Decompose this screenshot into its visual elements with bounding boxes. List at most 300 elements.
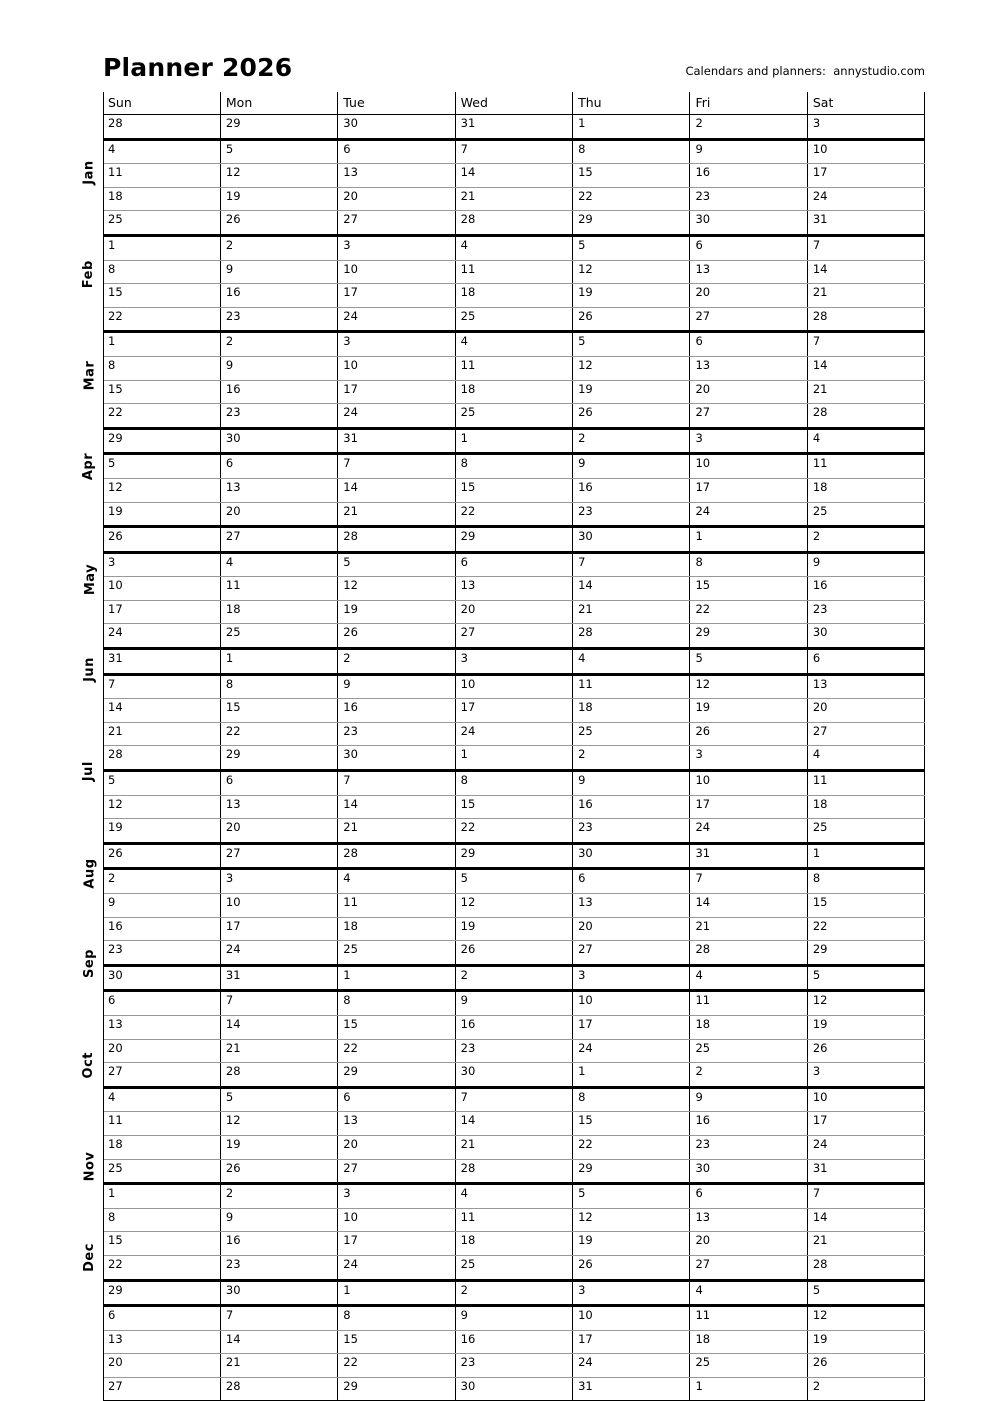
day-cell[interactable]: 14 (573, 577, 690, 601)
day-cell[interactable]: 13 (338, 1112, 455, 1136)
day-cell[interactable]: 27 (103, 1377, 220, 1401)
day-cell[interactable]: 9 (573, 771, 690, 796)
day-cell[interactable]: 14 (338, 478, 455, 502)
day-cell[interactable]: 1 (103, 332, 220, 357)
day-cell[interactable]: 17 (220, 917, 337, 941)
day-cell[interactable]: 3 (807, 1063, 924, 1088)
day-cell[interactable]: 14 (103, 699, 220, 723)
day-cell[interactable]: 11 (573, 674, 690, 699)
day-cell[interactable]: 28 (220, 1063, 337, 1088)
day-cell[interactable]: 7 (807, 1184, 924, 1209)
day-cell[interactable]: 13 (220, 478, 337, 502)
day-cell[interactable]: 26 (220, 1159, 337, 1184)
day-cell[interactable]: 17 (338, 1232, 455, 1256)
day-cell[interactable]: 30 (573, 527, 690, 553)
day-cell[interactable]: 18 (807, 795, 924, 819)
day-cell[interactable]: 19 (573, 1232, 690, 1256)
day-cell[interactable]: 13 (690, 1208, 807, 1232)
day-cell[interactable]: 10 (807, 139, 924, 164)
day-cell[interactable]: 15 (103, 380, 220, 404)
day-cell[interactable]: 30 (220, 428, 337, 454)
day-cell[interactable]: 3 (220, 869, 337, 894)
day-cell[interactable]: 6 (220, 771, 337, 796)
day-cell[interactable]: 17 (338, 284, 455, 308)
day-cell[interactable]: 19 (690, 699, 807, 723)
day-cell[interactable]: 21 (338, 819, 455, 844)
day-cell[interactable]: 27 (338, 1159, 455, 1184)
day-cell[interactable]: 2 (338, 649, 455, 675)
day-cell[interactable]: 15 (220, 699, 337, 723)
day-cell[interactable]: 29 (690, 624, 807, 649)
day-cell[interactable]: 29 (573, 1159, 690, 1184)
day-cell[interactable]: 14 (807, 260, 924, 284)
day-cell[interactable]: 10 (338, 260, 455, 284)
day-cell[interactable]: 4 (103, 139, 220, 164)
day-cell[interactable]: 20 (690, 284, 807, 308)
day-cell[interactable]: 20 (103, 1354, 220, 1378)
day-cell[interactable]: 13 (455, 577, 572, 601)
day-cell[interactable]: 30 (103, 965, 220, 991)
day-cell[interactable]: 3 (338, 235, 455, 260)
day-cell[interactable]: 16 (220, 380, 337, 404)
day-cell[interactable]: 4 (690, 965, 807, 991)
day-cell[interactable]: 23 (338, 722, 455, 746)
day-cell[interactable]: 19 (455, 917, 572, 941)
day-cell[interactable]: 23 (220, 1255, 337, 1280)
day-cell[interactable]: 28 (807, 307, 924, 332)
day-cell[interactable]: 28 (807, 404, 924, 429)
day-cell[interactable]: 30 (220, 1280, 337, 1306)
day-cell[interactable]: 21 (690, 917, 807, 941)
day-cell[interactable]: 29 (220, 746, 337, 771)
day-cell[interactable]: 9 (690, 139, 807, 164)
day-cell[interactable]: 9 (103, 894, 220, 918)
day-cell[interactable]: 24 (807, 187, 924, 211)
day-cell[interactable]: 21 (807, 380, 924, 404)
day-cell[interactable]: 14 (220, 1330, 337, 1354)
day-cell[interactable]: 7 (455, 139, 572, 164)
day-cell[interactable]: 8 (690, 552, 807, 577)
day-cell[interactable]: 27 (690, 307, 807, 332)
day-cell[interactable]: 15 (455, 478, 572, 502)
day-cell[interactable]: 19 (807, 1015, 924, 1039)
day-cell[interactable]: 13 (690, 260, 807, 284)
day-cell[interactable]: 22 (573, 187, 690, 211)
day-cell[interactable]: 11 (103, 164, 220, 188)
day-cell[interactable]: 3 (573, 1280, 690, 1306)
day-cell[interactable]: 5 (573, 332, 690, 357)
day-cell[interactable]: 5 (103, 771, 220, 796)
day-cell[interactable]: 4 (338, 869, 455, 894)
day-cell[interactable]: 28 (338, 527, 455, 553)
day-cell[interactable]: 25 (103, 211, 220, 236)
day-cell[interactable]: 20 (338, 187, 455, 211)
day-cell[interactable]: 6 (338, 139, 455, 164)
day-cell[interactable]: 10 (690, 771, 807, 796)
day-cell[interactable]: 9 (220, 260, 337, 284)
day-cell[interactable]: 8 (338, 991, 455, 1016)
day-cell[interactable]: 9 (220, 1208, 337, 1232)
day-cell[interactable]: 15 (338, 1015, 455, 1039)
day-cell[interactable]: 7 (807, 235, 924, 260)
day-cell[interactable]: 29 (338, 1377, 455, 1401)
day-cell[interactable]: 3 (455, 649, 572, 675)
day-cell[interactable]: 26 (338, 624, 455, 649)
day-cell[interactable]: 5 (103, 454, 220, 479)
day-cell[interactable]: 12 (220, 1112, 337, 1136)
day-cell[interactable]: 16 (573, 795, 690, 819)
day-cell[interactable]: 3 (338, 1184, 455, 1209)
day-cell[interactable]: 13 (690, 356, 807, 380)
day-cell[interactable]: 9 (455, 1306, 572, 1331)
day-cell[interactable]: 25 (455, 307, 572, 332)
day-cell[interactable]: 8 (807, 869, 924, 894)
day-cell[interactable]: 1 (103, 1184, 220, 1209)
day-cell[interactable]: 22 (220, 722, 337, 746)
day-cell[interactable]: 2 (807, 1377, 924, 1401)
day-cell[interactable]: 18 (690, 1330, 807, 1354)
day-cell[interactable]: 15 (103, 1232, 220, 1256)
day-cell[interactable]: 5 (573, 235, 690, 260)
day-cell[interactable]: 12 (807, 991, 924, 1016)
day-cell[interactable]: 25 (103, 1159, 220, 1184)
day-cell[interactable]: 16 (690, 1112, 807, 1136)
day-cell[interactable]: 19 (103, 502, 220, 527)
day-cell[interactable]: 21 (807, 1232, 924, 1256)
day-cell[interactable]: 6 (690, 332, 807, 357)
day-cell[interactable]: 28 (103, 115, 220, 140)
day-cell[interactable]: 14 (220, 1015, 337, 1039)
day-cell[interactable]: 16 (690, 164, 807, 188)
day-cell[interactable]: 17 (690, 795, 807, 819)
day-cell[interactable]: 2 (220, 1184, 337, 1209)
day-cell[interactable]: 8 (220, 674, 337, 699)
day-cell[interactable]: 28 (103, 746, 220, 771)
day-cell[interactable]: 18 (455, 1232, 572, 1256)
day-cell[interactable]: 2 (690, 115, 807, 140)
day-cell[interactable]: 27 (807, 722, 924, 746)
day-cell[interactable]: 25 (690, 1354, 807, 1378)
day-cell[interactable]: 13 (220, 795, 337, 819)
day-cell[interactable]: 22 (103, 307, 220, 332)
day-cell[interactable]: 1 (338, 1280, 455, 1306)
day-cell[interactable]: 17 (807, 164, 924, 188)
day-cell[interactable]: 16 (573, 478, 690, 502)
day-cell[interactable]: 8 (573, 139, 690, 164)
day-cell[interactable]: 22 (455, 502, 572, 527)
day-cell[interactable]: 22 (103, 1255, 220, 1280)
day-cell[interactable]: 21 (220, 1039, 337, 1063)
day-cell[interactable]: 24 (690, 502, 807, 527)
day-cell[interactable]: 13 (103, 1015, 220, 1039)
day-cell[interactable]: 8 (103, 356, 220, 380)
day-cell[interactable]: 26 (573, 404, 690, 429)
day-cell[interactable]: 15 (573, 164, 690, 188)
day-cell[interactable]: 23 (220, 307, 337, 332)
day-cell[interactable]: 8 (573, 1087, 690, 1112)
day-cell[interactable]: 23 (807, 600, 924, 624)
day-cell[interactable]: 19 (573, 284, 690, 308)
day-cell[interactable]: 10 (338, 1208, 455, 1232)
day-cell[interactable]: 25 (455, 404, 572, 429)
day-cell[interactable]: 24 (338, 307, 455, 332)
day-cell[interactable]: 18 (103, 1135, 220, 1159)
day-cell[interactable]: 4 (103, 1087, 220, 1112)
day-cell[interactable]: 24 (690, 819, 807, 844)
day-cell[interactable]: 4 (455, 332, 572, 357)
day-cell[interactable]: 26 (573, 307, 690, 332)
day-cell[interactable]: 23 (103, 941, 220, 966)
day-cell[interactable]: 6 (103, 1306, 220, 1331)
day-cell[interactable]: 12 (807, 1306, 924, 1331)
day-cell[interactable]: 2 (573, 428, 690, 454)
day-cell[interactable]: 27 (455, 624, 572, 649)
day-cell[interactable]: 17 (690, 478, 807, 502)
day-cell[interactable]: 18 (338, 917, 455, 941)
day-cell[interactable]: 10 (573, 1306, 690, 1331)
day-cell[interactable]: 7 (338, 454, 455, 479)
day-cell[interactable]: 19 (220, 1135, 337, 1159)
day-cell[interactable]: 25 (455, 1255, 572, 1280)
day-cell[interactable]: 22 (103, 404, 220, 429)
day-cell[interactable]: 24 (103, 624, 220, 649)
day-cell[interactable]: 14 (807, 1208, 924, 1232)
day-cell[interactable]: 2 (220, 235, 337, 260)
day-cell[interactable]: 25 (338, 941, 455, 966)
day-cell[interactable]: 8 (103, 1208, 220, 1232)
day-cell[interactable]: 9 (690, 1087, 807, 1112)
day-cell[interactable]: 29 (103, 428, 220, 454)
day-cell[interactable]: 21 (103, 722, 220, 746)
day-cell[interactable]: 9 (573, 454, 690, 479)
day-cell[interactable]: 10 (220, 894, 337, 918)
day-cell[interactable]: 30 (455, 1063, 572, 1088)
day-cell[interactable]: 5 (455, 869, 572, 894)
day-cell[interactable]: 1 (807, 843, 924, 869)
day-cell[interactable]: 20 (103, 1039, 220, 1063)
day-cell[interactable]: 1 (455, 746, 572, 771)
day-cell[interactable]: 2 (573, 746, 690, 771)
day-cell[interactable]: 11 (807, 771, 924, 796)
day-cell[interactable]: 5 (338, 552, 455, 577)
day-cell[interactable]: 11 (455, 1208, 572, 1232)
day-cell[interactable]: 25 (690, 1039, 807, 1063)
day-cell[interactable]: 30 (690, 211, 807, 236)
day-cell[interactable]: 18 (455, 380, 572, 404)
day-cell[interactable]: 16 (807, 577, 924, 601)
day-cell[interactable]: 8 (103, 260, 220, 284)
day-cell[interactable]: 31 (807, 1159, 924, 1184)
day-cell[interactable]: 14 (807, 356, 924, 380)
day-cell[interactable]: 1 (690, 1377, 807, 1401)
day-cell[interactable]: 28 (573, 624, 690, 649)
day-cell[interactable]: 22 (338, 1039, 455, 1063)
day-cell[interactable]: 4 (573, 649, 690, 675)
day-cell[interactable]: 17 (103, 600, 220, 624)
day-cell[interactable]: 7 (338, 771, 455, 796)
day-cell[interactable]: 11 (807, 454, 924, 479)
day-cell[interactable]: 15 (690, 577, 807, 601)
day-cell[interactable]: 23 (573, 502, 690, 527)
day-cell[interactable]: 15 (455, 795, 572, 819)
day-cell[interactable]: 23 (690, 187, 807, 211)
day-cell[interactable]: 10 (103, 577, 220, 601)
day-cell[interactable]: 27 (220, 843, 337, 869)
day-cell[interactable]: 6 (690, 235, 807, 260)
day-cell[interactable]: 15 (338, 1330, 455, 1354)
day-cell[interactable]: 31 (103, 649, 220, 675)
day-cell[interactable]: 18 (103, 187, 220, 211)
day-cell[interactable]: 1 (455, 428, 572, 454)
day-cell[interactable]: 2 (455, 965, 572, 991)
day-cell[interactable]: 22 (455, 819, 572, 844)
day-cell[interactable]: 24 (573, 1354, 690, 1378)
day-cell[interactable]: 19 (220, 187, 337, 211)
day-cell[interactable]: 27 (220, 527, 337, 553)
day-cell[interactable]: 29 (455, 843, 572, 869)
day-cell[interactable]: 31 (807, 211, 924, 236)
day-cell[interactable]: 16 (338, 699, 455, 723)
day-cell[interactable]: 17 (573, 1330, 690, 1354)
day-cell[interactable]: 6 (220, 454, 337, 479)
day-cell[interactable]: 16 (220, 1232, 337, 1256)
day-cell[interactable]: 29 (103, 1280, 220, 1306)
day-cell[interactable]: 31 (220, 965, 337, 991)
day-cell[interactable]: 19 (573, 380, 690, 404)
day-cell[interactable]: 18 (220, 600, 337, 624)
day-cell[interactable]: 24 (220, 941, 337, 966)
day-cell[interactable]: 9 (807, 552, 924, 577)
day-cell[interactable]: 5 (807, 965, 924, 991)
day-cell[interactable]: 21 (220, 1354, 337, 1378)
day-cell[interactable]: 31 (338, 428, 455, 454)
day-cell[interactable]: 25 (573, 722, 690, 746)
day-cell[interactable]: 11 (220, 577, 337, 601)
day-cell[interactable]: 18 (573, 699, 690, 723)
day-cell[interactable]: 1 (690, 527, 807, 553)
day-cell[interactable]: 7 (573, 552, 690, 577)
day-cell[interactable]: 15 (573, 1112, 690, 1136)
day-cell[interactable]: 15 (103, 284, 220, 308)
day-cell[interactable]: 10 (807, 1087, 924, 1112)
day-cell[interactable]: 30 (690, 1159, 807, 1184)
day-cell[interactable]: 3 (807, 115, 924, 140)
day-cell[interactable]: 24 (455, 722, 572, 746)
day-cell[interactable]: 19 (338, 600, 455, 624)
day-cell[interactable]: 24 (807, 1135, 924, 1159)
day-cell[interactable]: 4 (690, 1280, 807, 1306)
day-cell[interactable]: 4 (807, 746, 924, 771)
day-cell[interactable]: 2 (690, 1063, 807, 1088)
day-cell[interactable]: 20 (338, 1135, 455, 1159)
day-cell[interactable]: 1 (573, 1063, 690, 1088)
day-cell[interactable]: 19 (103, 819, 220, 844)
day-cell[interactable]: 30 (573, 843, 690, 869)
day-cell[interactable]: 20 (690, 380, 807, 404)
day-cell[interactable]: 30 (455, 1377, 572, 1401)
day-cell[interactable]: 17 (573, 1015, 690, 1039)
day-cell[interactable]: 2 (807, 527, 924, 553)
day-cell[interactable]: 14 (690, 894, 807, 918)
day-cell[interactable]: 12 (338, 577, 455, 601)
day-cell[interactable]: 10 (690, 454, 807, 479)
day-cell[interactable]: 24 (573, 1039, 690, 1063)
day-cell[interactable]: 3 (338, 332, 455, 357)
day-cell[interactable]: 6 (455, 552, 572, 577)
day-cell[interactable]: 11 (455, 260, 572, 284)
day-cell[interactable]: 12 (573, 356, 690, 380)
day-cell[interactable]: 7 (103, 674, 220, 699)
day-cell[interactable]: 26 (103, 843, 220, 869)
day-cell[interactable]: 30 (338, 115, 455, 140)
day-cell[interactable]: 27 (573, 941, 690, 966)
day-cell[interactable]: 10 (573, 991, 690, 1016)
day-cell[interactable]: 28 (807, 1255, 924, 1280)
day-cell[interactable]: 22 (690, 600, 807, 624)
day-cell[interactable]: 20 (220, 502, 337, 527)
day-cell[interactable]: 17 (455, 699, 572, 723)
day-cell[interactable]: 10 (455, 674, 572, 699)
day-cell[interactable]: 20 (573, 917, 690, 941)
day-cell[interactable]: 26 (807, 1354, 924, 1378)
day-cell[interactable]: 5 (220, 1087, 337, 1112)
day-cell[interactable]: 27 (690, 1255, 807, 1280)
day-cell[interactable]: 31 (690, 843, 807, 869)
day-cell[interactable]: 2 (455, 1280, 572, 1306)
day-cell[interactable]: 28 (455, 211, 572, 236)
day-cell[interactable]: 28 (220, 1377, 337, 1401)
day-cell[interactable]: 5 (690, 649, 807, 675)
day-cell[interactable]: 14 (455, 164, 572, 188)
day-cell[interactable]: 4 (807, 428, 924, 454)
day-cell[interactable]: 23 (220, 404, 337, 429)
day-cell[interactable]: 16 (220, 284, 337, 308)
day-cell[interactable]: 20 (455, 600, 572, 624)
day-cell[interactable]: 20 (807, 699, 924, 723)
day-cell[interactable]: 30 (338, 746, 455, 771)
day-cell[interactable]: 3 (103, 552, 220, 577)
day-cell[interactable]: 6 (807, 649, 924, 675)
day-cell[interactable]: 12 (573, 260, 690, 284)
day-cell[interactable]: 28 (690, 941, 807, 966)
day-cell[interactable]: 1 (220, 649, 337, 675)
day-cell[interactable]: 29 (338, 1063, 455, 1088)
day-cell[interactable]: 29 (455, 527, 572, 553)
day-cell[interactable]: 5 (220, 139, 337, 164)
day-cell[interactable]: 26 (807, 1039, 924, 1063)
day-cell[interactable]: 12 (573, 1208, 690, 1232)
day-cell[interactable]: 8 (455, 771, 572, 796)
day-cell[interactable]: 21 (573, 600, 690, 624)
day-cell[interactable]: 23 (455, 1354, 572, 1378)
day-cell[interactable]: 16 (455, 1015, 572, 1039)
day-cell[interactable]: 29 (807, 941, 924, 966)
day-cell[interactable]: 21 (807, 284, 924, 308)
day-cell[interactable]: 26 (690, 722, 807, 746)
day-cell[interactable]: 14 (455, 1112, 572, 1136)
day-cell[interactable]: 26 (103, 527, 220, 553)
day-cell[interactable]: 5 (573, 1184, 690, 1209)
day-cell[interactable]: 6 (103, 991, 220, 1016)
day-cell[interactable]: 25 (807, 819, 924, 844)
day-cell[interactable]: 19 (807, 1330, 924, 1354)
day-cell[interactable]: 23 (455, 1039, 572, 1063)
day-cell[interactable]: 23 (573, 819, 690, 844)
day-cell[interactable]: 10 (338, 356, 455, 380)
day-cell[interactable]: 30 (807, 624, 924, 649)
day-cell[interactable]: 5 (807, 1280, 924, 1306)
day-cell[interactable]: 6 (690, 1184, 807, 1209)
